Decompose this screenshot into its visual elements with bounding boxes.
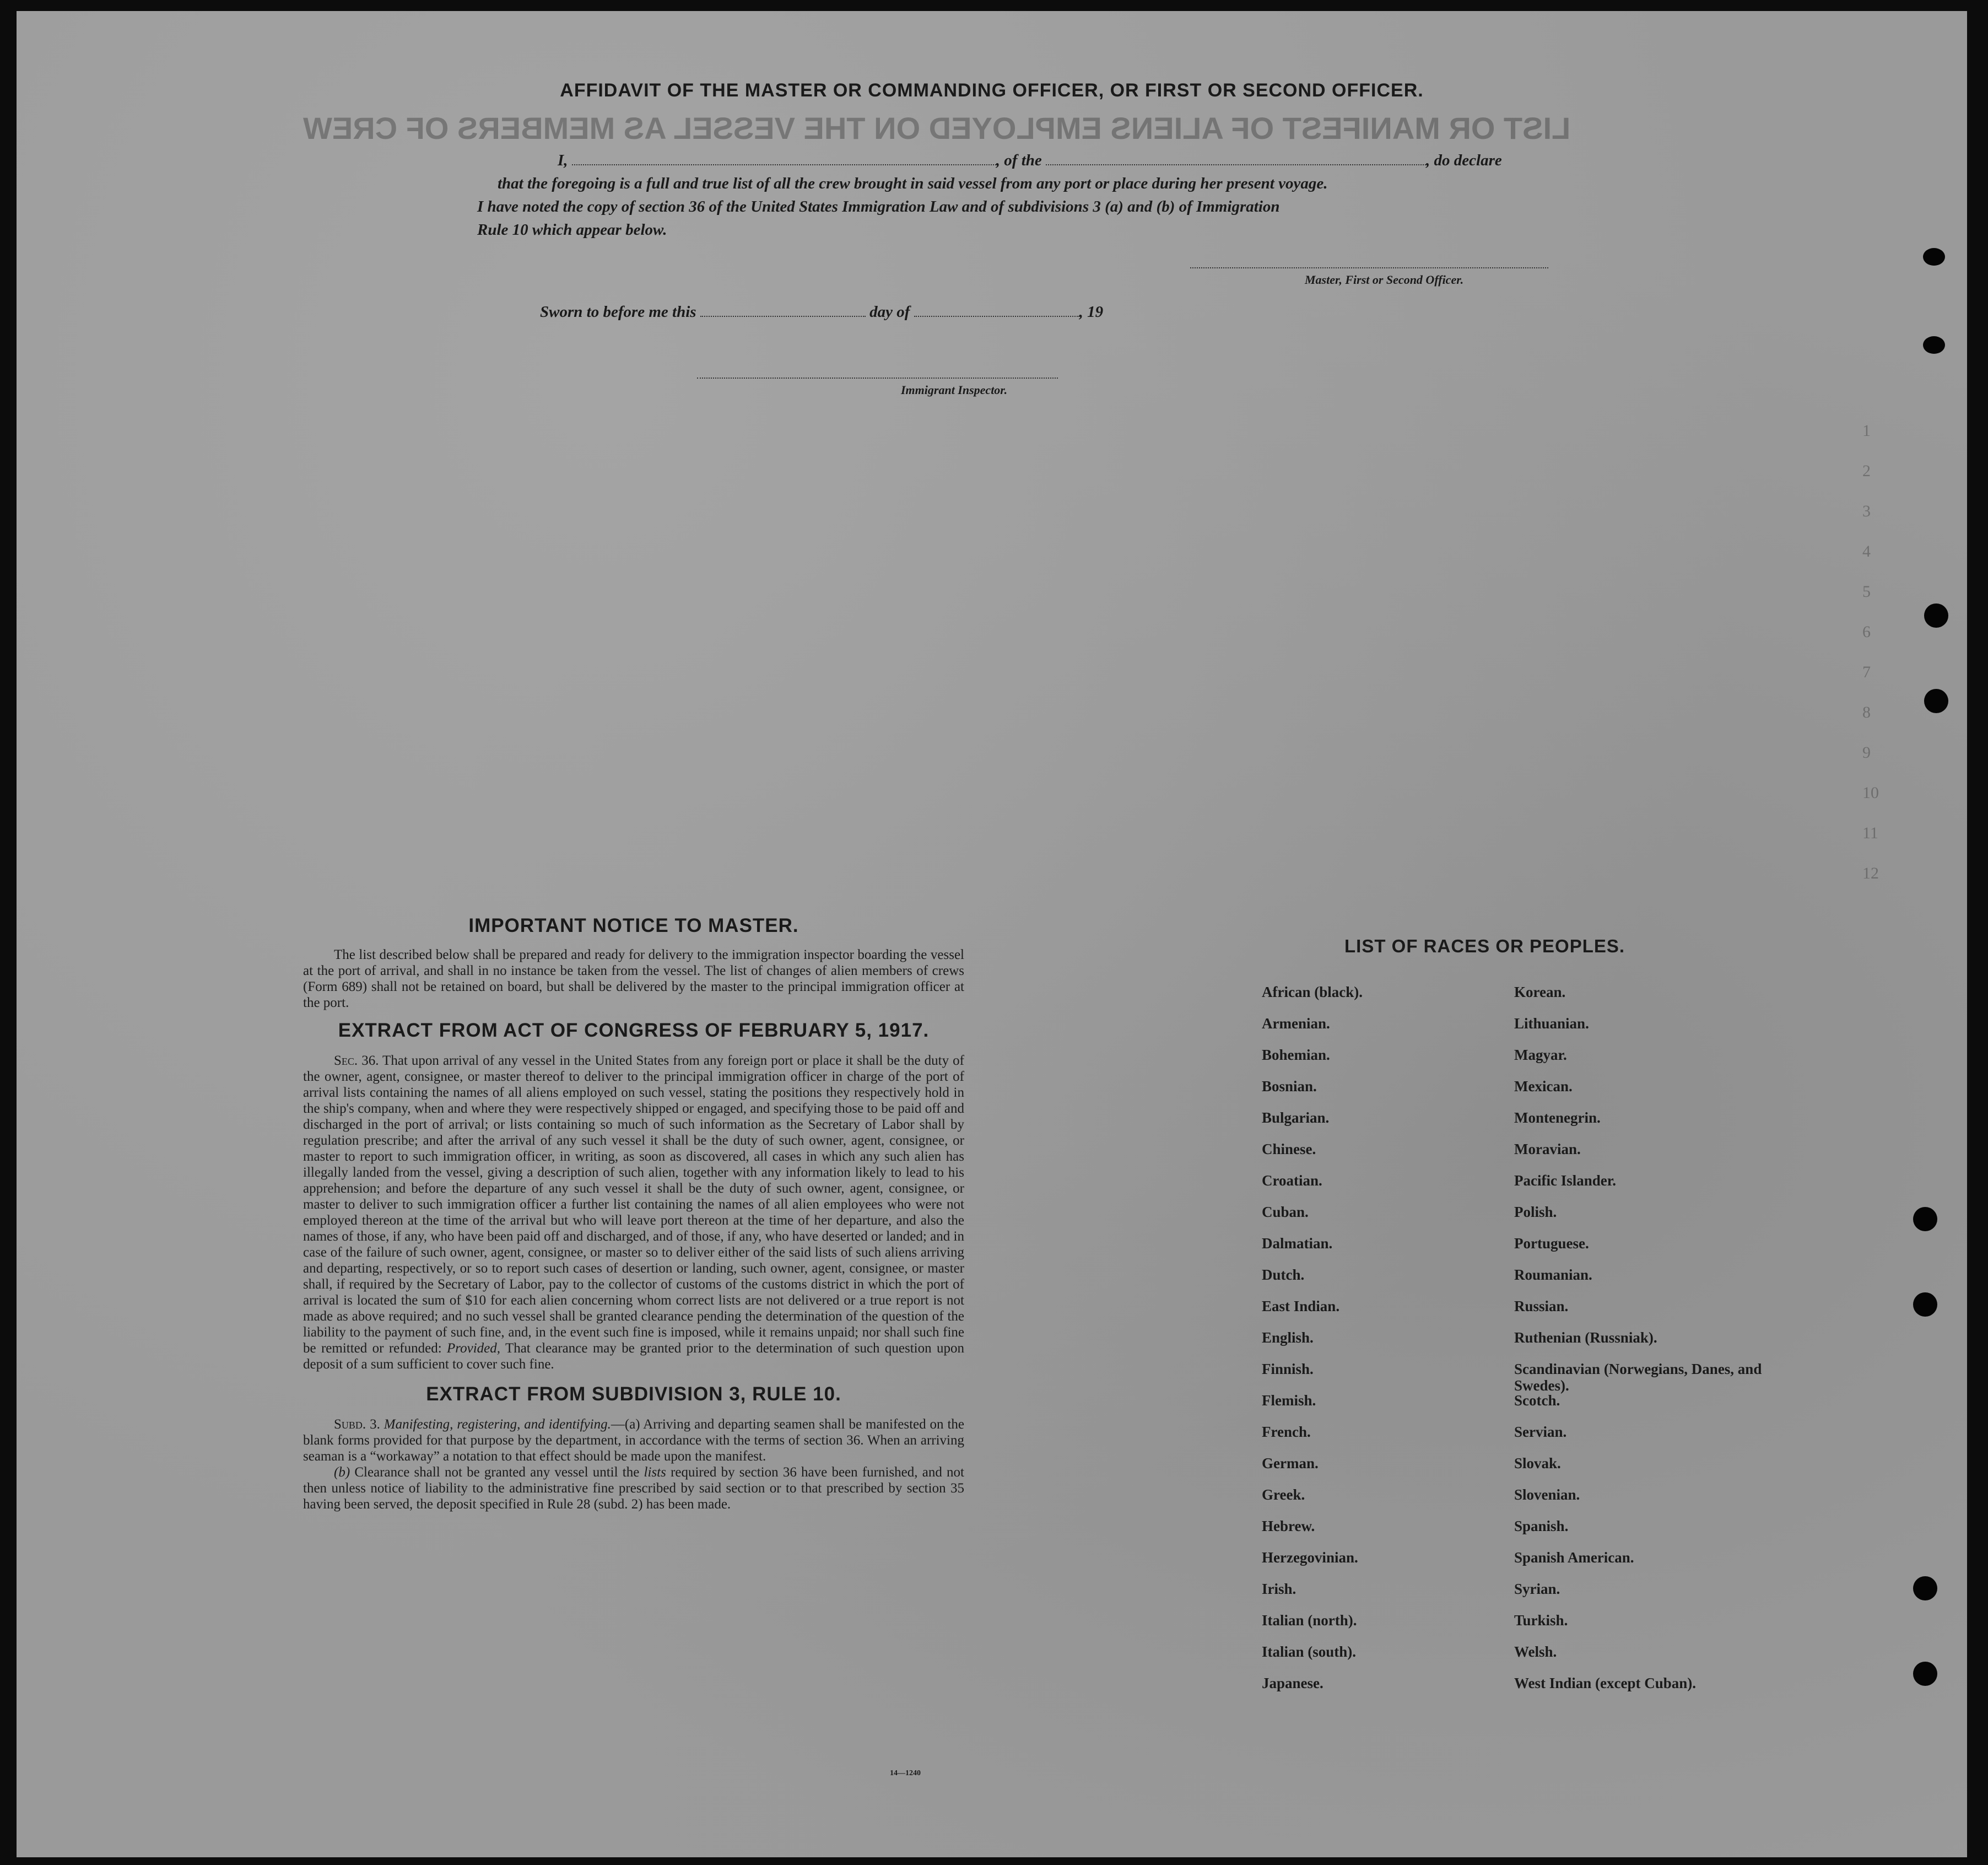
race-item: African (black). (1262, 984, 1363, 1000)
bleedthrough-row (0, 620, 198, 639)
form-number: 14—1240 (890, 1769, 921, 1777)
races-title: LIST OF RACES OR PEOPLES. (1344, 936, 1625, 956)
punch-hole (1913, 1662, 1937, 1686)
race-item: Finnish. (1262, 1361, 1314, 1377)
race-item: Bosnian. (1262, 1078, 1317, 1095)
bleedthrough-row (0, 660, 198, 679)
race-item: Scotch. (1514, 1392, 1560, 1409)
race-item: Italian (south). (1262, 1643, 1357, 1660)
bleedthrough-row (0, 459, 198, 478)
race-item: East Indian. (1262, 1298, 1340, 1314)
race-item: Spanish American. (1514, 1549, 1634, 1566)
race-item: Mexican. (1514, 1078, 1573, 1095)
race-item: Chinese. (1262, 1141, 1316, 1157)
race-item: Bohemian. (1262, 1047, 1330, 1063)
races-right-column (1514, 984, 1773, 1706)
affidavit-i: I, (558, 152, 568, 169)
extract-act-title: EXTRACT FROM ACT OF CONGRESS OF FEBRUARY 5, 1917. (338, 1020, 930, 1041)
subd-para-a-text: —(a) Arriving and departing seamen shall be manifested on the blank forms provided for that purpose by the department, in accordance with the terms of section 36. When an arriving seaman is a “workaway” a notation to that effect should be made upon the manifest. (303, 1417, 965, 1464)
race-item: Irish. (1262, 1581, 1296, 1597)
affidavit-do-declare: , do declare (1426, 152, 1502, 169)
bleedthrough-row-number: 6 (1862, 623, 1871, 641)
race-item: Japanese. (1262, 1675, 1323, 1691)
race-item: Russian. (1514, 1298, 1569, 1314)
race-item: Pacific Islander. (1514, 1172, 1616, 1189)
bleedthrough-row (0, 499, 198, 518)
race-item: Scandinavian (Norwegians, Danes, and Swedes). (1514, 1361, 1762, 1394)
subd-para-b-text-2: required by section 36 have been furnished, and not then unless notice of liability to the administrative fine prescribed by said section or to that prescribed by section 35 having been served, the deposit specified in Rule 28 (subd. 2) has been made. (303, 1465, 964, 1512)
bleedthrough-row-number: 1 (1862, 422, 1871, 440)
bleedthrough-row-number: 7 (1862, 663, 1871, 681)
race-item: Slovak. (1514, 1455, 1561, 1471)
races-left-column (1262, 984, 1493, 1706)
race-item: Lithuanian. (1514, 1015, 1589, 1032)
subd-para-b-label: (b) (334, 1465, 350, 1480)
bleedthrough-row (0, 861, 198, 880)
inspector-signature-line[interactable] (697, 378, 1058, 379)
notice-title: IMPORTANT NOTICE TO MASTER. (468, 915, 799, 936)
manifest-sheet (17, 11, 1967, 1857)
bleedthrough-row (0, 741, 198, 759)
race-item: Portuguese. (1514, 1235, 1589, 1252)
extract-rule-title: EXTRACT FROM SUBDIVISION 3, RULE 10. (426, 1383, 841, 1405)
race-item: Korean. (1514, 984, 1566, 1000)
sworn-prefix: Sworn to before me this (540, 303, 696, 321)
sworn-day-of: day of (869, 303, 910, 321)
race-item: German. (1262, 1455, 1319, 1471)
race-item: Herzegovinian. (1262, 1549, 1358, 1566)
section-36-text: That upon arrival of any vessel in the United States from any foreign port or place it shall be the duty of the owner, agent, consignee, or master thereof to deliver to the principal immigration officer in charge of the port of arrival lists containing the names of all aliens employed on such vessel, stating the positions they respectively hold in the ship's company, when and where they were respectively shipped or engaged, and specifying those to be paid off and discharged in the port of arrival; or lists containing so much of such information as the Secretary of Labor shall by regulation prescribe; and after the arrival of any such vessel it shall be the duty of such owner, agent, consignee, or master to report to such immigration officer, in writing, as soon as discovered, all cases in which any such alien has illegally landed from the vessel, giving a description of such alien, together with any information likely to lead to his apprehension; and before the departure of any such vessel it shall be the duty of such owner, agent, consignee, or master to deliver to such immigration officer a further list containing the names of all alien employees who were not employed thereon at the time of the arrival but who will leave port thereon at the time of her departure, and also the names of those, if any, who have been paid off and discharged, and of those, if any, who have deserted or landed; and in case of the failure of such owner, agent, consignee, or master so to deliver either of the said lists of such aliens arriving and departing, respectively, or so to report such cases of desertion or landing, such owner, agent, consignee, or master shall, if required by the Secretary of Labor, pay to the collector of customs of the customs district in which the port of arrival is located the sum of $10 for each alien concerning whom correct lists are not delivered or a true report is not made as above required; and no such vessel shall be granted clearance pending the determination of the question of the liability to the payment of such fine, and, in the event such fine is imposed, while it remains unpaid; nor shall such fine be remitted or refunded: (303, 1053, 964, 1356)
race-item: Servian. (1514, 1424, 1567, 1440)
punch-hole (1913, 1292, 1937, 1317)
inspector-caption: Immigrant Inspector. (901, 383, 1008, 397)
race-item: Spanish. (1514, 1518, 1569, 1534)
affidavit-of-the: , of the (996, 152, 1042, 169)
punch-hole (1924, 689, 1948, 713)
race-item: English. (1262, 1329, 1314, 1346)
bleedthrough-row-number: 5 (1862, 583, 1871, 601)
left-column (303, 915, 964, 1512)
subd-para-b-text-1: Clearance shall not be granted any vessel until the (354, 1465, 640, 1480)
bleedthrough-row (0, 419, 198, 438)
punch-hole (1923, 248, 1945, 266)
affidavit-line-1 (558, 152, 1502, 170)
section-36-provided: Provided, (447, 1341, 500, 1356)
bleedthrough-row-number: 8 (1862, 703, 1871, 721)
bleedthrough-row-number: 11 (1862, 824, 1878, 842)
bleedthrough-row-number: 9 (1862, 743, 1871, 762)
bleedthrough-title: LIST OR MANIFEST OF ALIENS EMPLOYED ON THE VESSEL AS MEMBERS OF CREW (303, 111, 1571, 145)
race-item: Slovenian. (1514, 1486, 1580, 1503)
bleedthrough-row-number: 12 (1862, 864, 1879, 882)
race-item: French. (1262, 1424, 1311, 1440)
section-36-body (303, 1053, 964, 1372)
vessel-blank[interactable] (1046, 152, 1426, 165)
subd-para-b-lists: lists (644, 1465, 666, 1480)
bleedthrough-row (0, 580, 198, 599)
subdivision-3-para-b (303, 1464, 964, 1512)
section-36-label: Sec. 36. (334, 1053, 379, 1068)
race-item: Welsh. (1514, 1643, 1557, 1660)
race-item: Ruthenian (Russniak). (1514, 1329, 1657, 1346)
race-item: Turkish. (1514, 1612, 1568, 1629)
sworn-line (540, 303, 1103, 321)
race-item: Hebrew. (1262, 1518, 1315, 1534)
race-item: Roumanian. (1514, 1266, 1592, 1283)
race-item: Bulgarian. (1262, 1109, 1330, 1126)
race-item: Moravian. (1514, 1141, 1581, 1157)
race-item: Dutch. (1262, 1266, 1305, 1283)
master-signature-line[interactable] (1190, 267, 1548, 268)
race-item: Italian (north). (1262, 1612, 1357, 1629)
name-blank[interactable] (572, 152, 996, 165)
race-item: Armenian. (1262, 1015, 1330, 1032)
race-item: Syrian. (1514, 1581, 1560, 1597)
race-item: West Indian (except Cuban). (1514, 1675, 1697, 1691)
affidavit-line-2: that the foregoing is a full and true list of all the crew brought in said vessel from any port or place during her present voyage. (498, 175, 1328, 192)
punch-hole (1913, 1576, 1937, 1600)
race-item: Magyar. (1514, 1047, 1567, 1063)
section-36-text-end: That clearance may be granted prior to the determination of such question upon deposit of a sum sufficient to cover such fine. (303, 1341, 965, 1372)
bleedthrough-row (0, 821, 198, 840)
race-item: Cuban. (1262, 1204, 1309, 1220)
race-item: Dalmatian. (1262, 1235, 1333, 1252)
bleedthrough-row (0, 781, 198, 800)
notice-body: The list described below shall be prepared and ready for delivery to the immigration inspector boarding the vessel at the port of arrival, and shall in no instance be taken from the vessel. The list of changes of alien members of crews (Form 689) shall not be retained on board, but shall be delivered by the master to the principal immigration officer at the port. (303, 947, 964, 1010)
race-item: Montenegrin. (1514, 1109, 1601, 1126)
punch-hole (1913, 1207, 1937, 1231)
bleedthrough-row-number: 10 (1862, 784, 1879, 802)
bleedthrough-row-number: 2 (1862, 462, 1871, 480)
bleedthrough-row-number: 4 (1862, 542, 1871, 560)
subd-label: Subd. 3. (334, 1417, 380, 1432)
punch-hole (1923, 336, 1945, 354)
race-item: Flemish. (1262, 1392, 1316, 1409)
master-caption: Master, First or Second Officer. (1305, 273, 1464, 287)
affidavit-title: AFFIDAVIT OF THE MASTER OR COMMANDING OFFICER, OR FIRST OR SECOND OFFICER. (560, 80, 1424, 101)
subdivision-3-para-a (303, 1416, 964, 1464)
affidavit-line-4: Rule 10 which appear below. (477, 221, 667, 239)
subd-heading: Manifesting, registering, and identifying. (383, 1417, 611, 1432)
day-blank[interactable] (700, 304, 866, 317)
race-item: Polish. (1514, 1204, 1557, 1220)
bleedthrough-row-number: 3 (1862, 502, 1871, 520)
bleedthrough-row (0, 700, 198, 719)
affidavit-line-3: I have noted the copy of section 36 of the United States Immigration Law and of subdivisions 3 (a) and (b) of Immigration (477, 198, 1280, 215)
punch-hole (1924, 603, 1948, 628)
race-item: Croatian. (1262, 1172, 1322, 1189)
month-blank[interactable] (914, 304, 1079, 317)
bleedthrough-row (0, 540, 198, 558)
race-item: Greek. (1262, 1486, 1305, 1503)
sworn-year: , 19 (1079, 303, 1104, 321)
